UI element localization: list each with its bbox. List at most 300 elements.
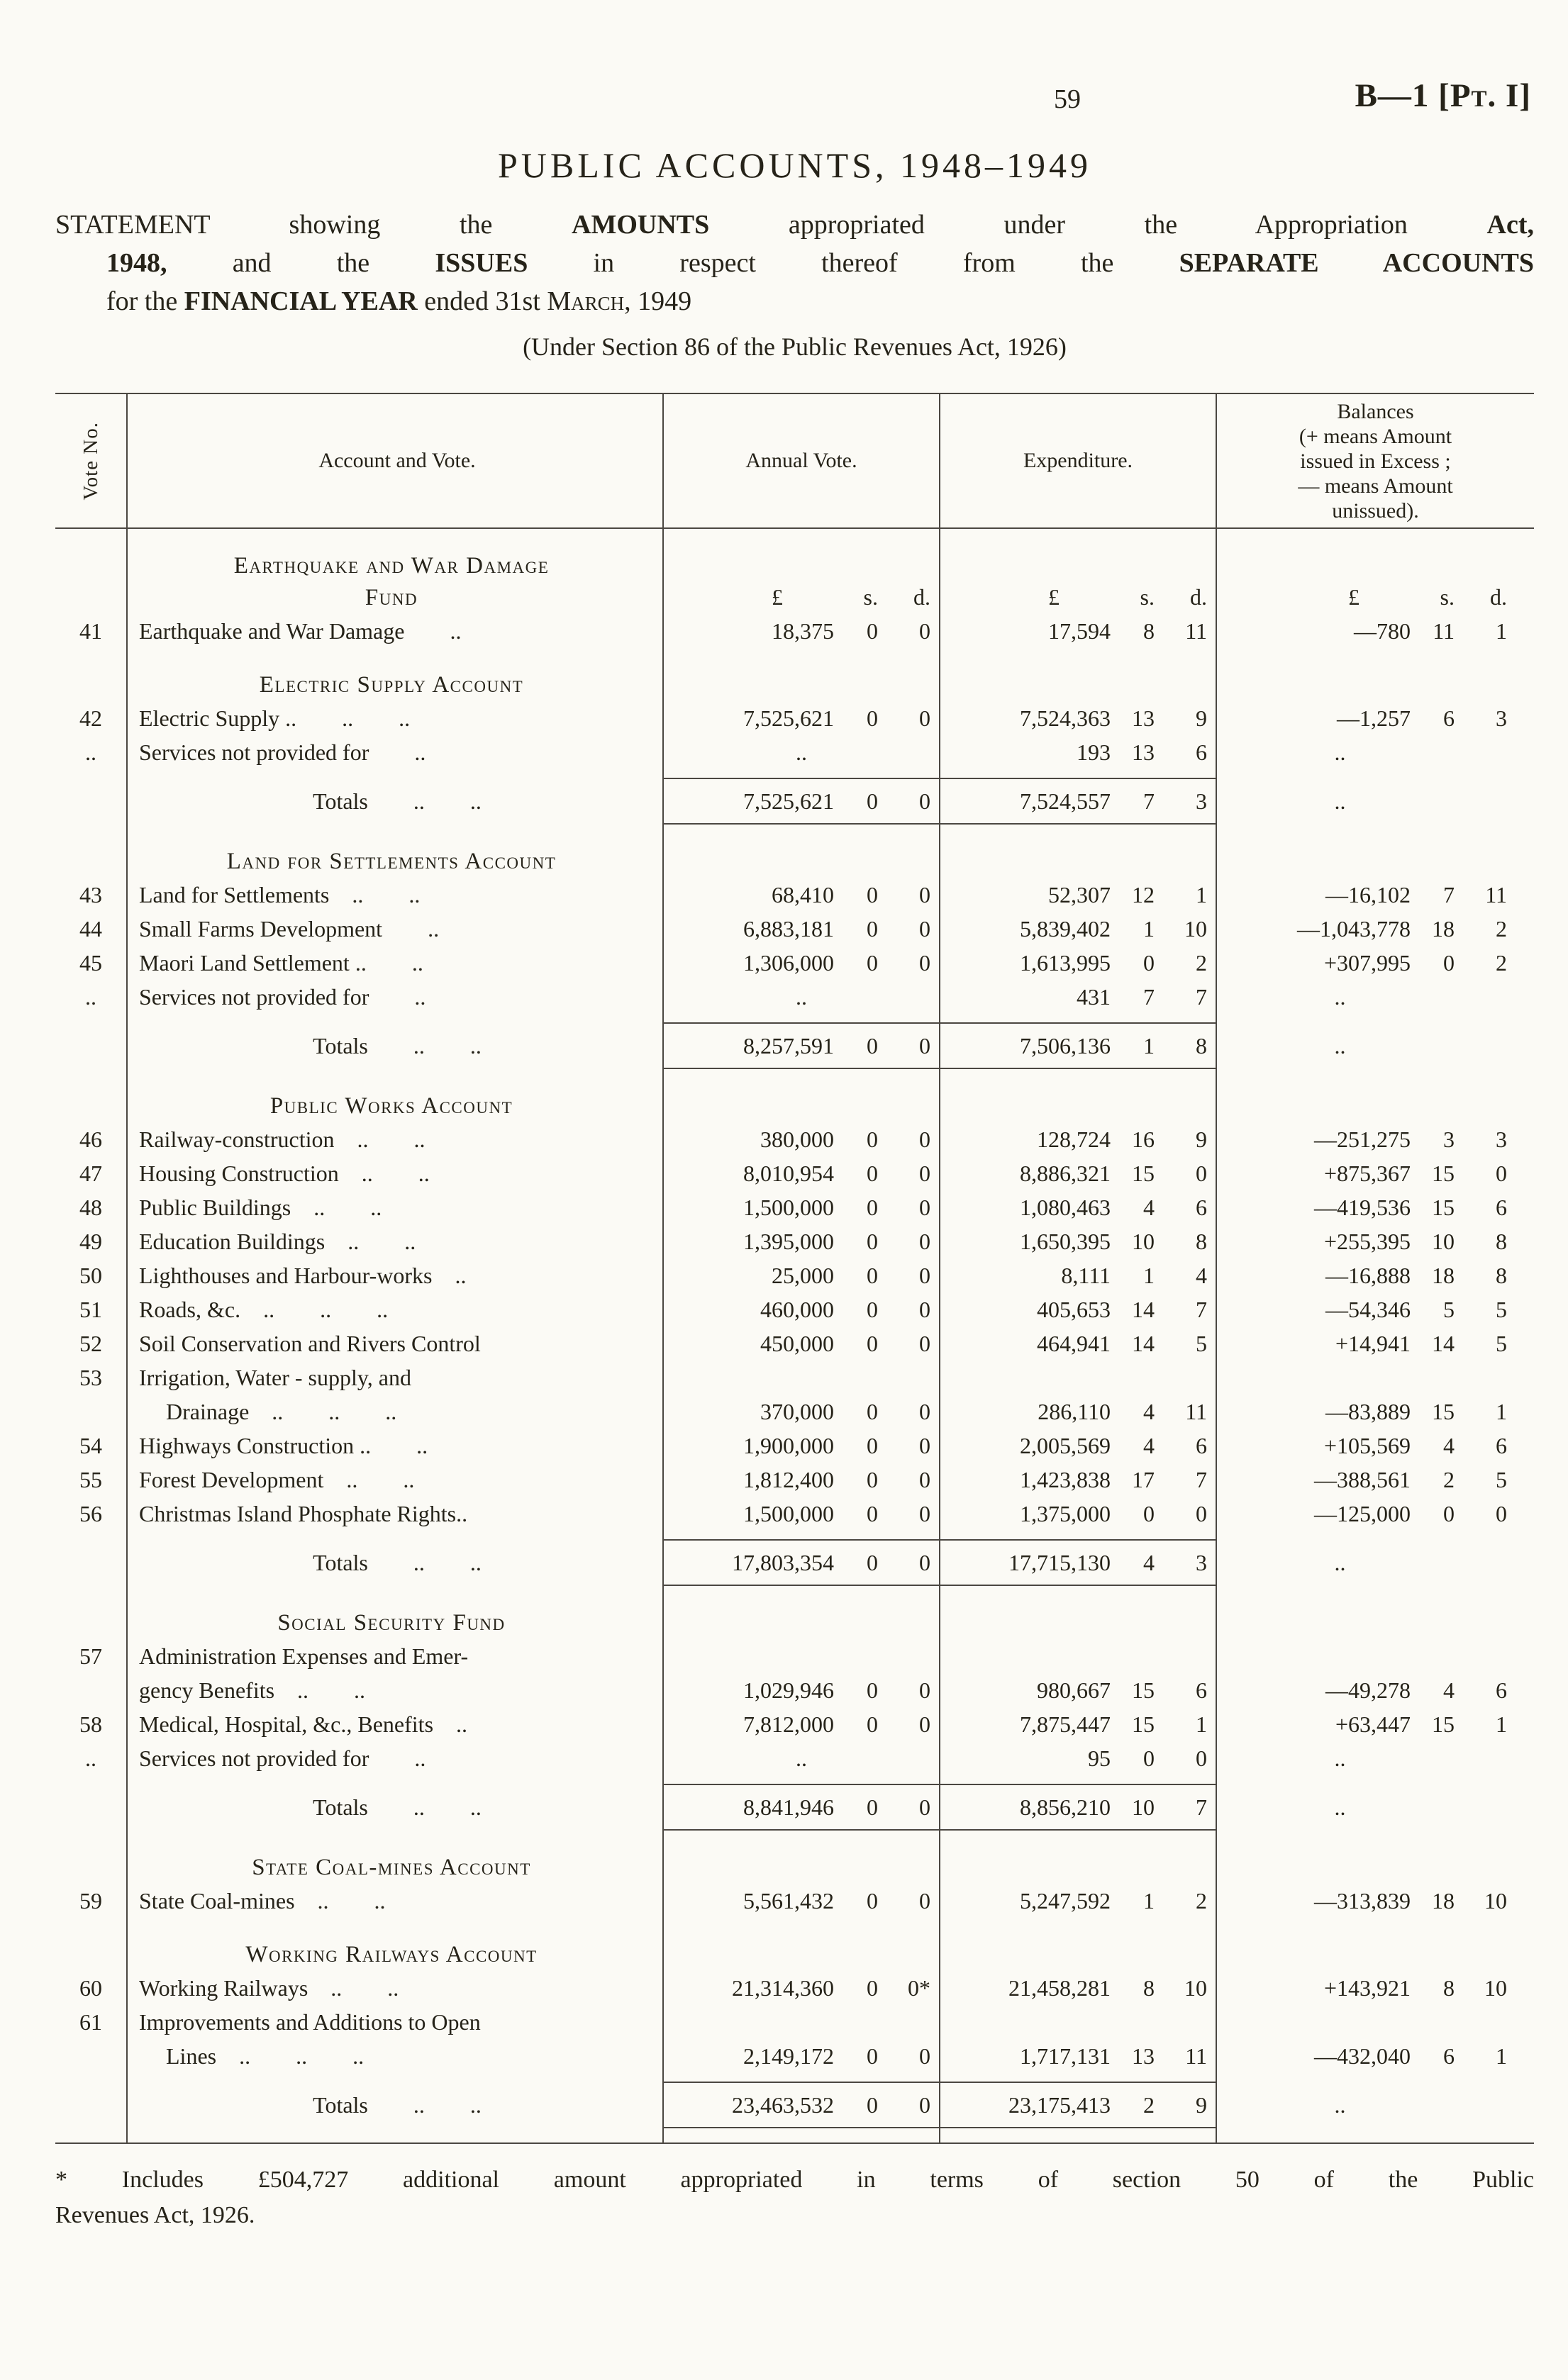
annual-vote-cell bbox=[662, 1586, 939, 1607]
money-part: 0 bbox=[919, 705, 930, 731]
account-cell bbox=[126, 825, 662, 846]
money-part: 0 bbox=[1196, 1501, 1207, 1526]
money-part: 0 bbox=[867, 2043, 878, 2069]
money-part: 17 bbox=[1132, 1467, 1155, 1492]
account-cell bbox=[126, 1884, 662, 1918]
money-part: —1,257 bbox=[1337, 705, 1411, 731]
table-row bbox=[55, 1224, 1534, 1258]
money-part: s. bbox=[1140, 584, 1155, 610]
annual-vote-cell bbox=[662, 1258, 939, 1292]
account-cell bbox=[126, 778, 662, 825]
expenditure-cell bbox=[939, 1852, 1216, 1884]
balance-cell bbox=[1216, 2073, 1534, 2082]
balance-cell bbox=[1216, 1775, 1534, 1784]
text-run: ended 31st bbox=[417, 286, 547, 316]
balances-header-line: issued in Excess ; bbox=[1300, 449, 1451, 473]
money-part: 1,029,946 bbox=[743, 1677, 834, 1703]
money-part: 8 bbox=[1143, 618, 1155, 644]
account-label: Soil Conservation and Rivers Control bbox=[139, 1331, 481, 1356]
money-part: 0 bbox=[919, 1501, 930, 1526]
money-part: 4 bbox=[1143, 1433, 1155, 1458]
vote-cell bbox=[55, 1775, 126, 1784]
money-part: 4 bbox=[1443, 1677, 1455, 1703]
section-title: Earthquake and War Damage bbox=[233, 553, 550, 579]
annual-vote-cell bbox=[662, 1190, 939, 1224]
footnote-line-2: Revenues Act, 1926. bbox=[55, 2202, 255, 2228]
money-part: £ bbox=[1048, 584, 1060, 610]
money-part: 5 bbox=[1496, 1331, 1507, 1356]
money-part: 8 bbox=[1496, 1229, 1507, 1254]
money-part: .. bbox=[1334, 984, 1346, 1010]
money-part: 10 bbox=[1184, 916, 1207, 942]
money-part: 0 bbox=[867, 1433, 878, 1458]
money-part: 8,856,210 bbox=[1020, 1794, 1111, 1820]
money-part: 1 bbox=[1496, 1711, 1507, 1737]
table-row bbox=[55, 701, 1534, 735]
balances-header-line: Balances bbox=[1337, 399, 1414, 423]
account-label: Medical, Hospital, &c., Benefits .. bbox=[139, 1711, 468, 1737]
vote-cell: 51 bbox=[79, 1297, 102, 1322]
money-part: 18 bbox=[1432, 1888, 1455, 1914]
annual-vote-cell bbox=[662, 2005, 939, 2073]
money-part: —49,278 bbox=[1325, 1677, 1411, 1703]
money-part: 0 bbox=[867, 950, 878, 976]
vote-cell bbox=[55, 1939, 126, 1971]
vote-cell: .. bbox=[85, 739, 96, 765]
money-part: +255,395 bbox=[1323, 1229, 1411, 1254]
vote-cell: 56 bbox=[79, 1501, 102, 1526]
money-part: 0 bbox=[1143, 950, 1155, 976]
annual-vote-cell bbox=[662, 1122, 939, 1156]
section-title: State Coal-mines Account bbox=[252, 1855, 531, 1880]
money-part: 8 bbox=[1496, 1263, 1507, 1288]
header-balances bbox=[1216, 394, 1534, 527]
balance-cell bbox=[1216, 1090, 1534, 1122]
account-cell bbox=[126, 980, 662, 1014]
doc-reference: B—1 [Pt. I] bbox=[1355, 77, 1531, 114]
balance-cell bbox=[1216, 1156, 1534, 1190]
money-part: 128,724 bbox=[1037, 1127, 1111, 1152]
money-part: 0 bbox=[919, 2043, 930, 2069]
text-run: STATEMENT showing the bbox=[55, 210, 572, 240]
money-part: 68,410 bbox=[772, 882, 834, 907]
vote-cell: 61 bbox=[79, 2009, 102, 2035]
money-part: 4 bbox=[1143, 1399, 1155, 1424]
balance-cell bbox=[1216, 1831, 1534, 1852]
table-row bbox=[55, 946, 1534, 980]
money-part: 7,812,000 bbox=[743, 1711, 834, 1737]
account-cell bbox=[126, 614, 662, 648]
expenditure-cell bbox=[939, 1497, 1216, 1531]
money-part: +307,995 bbox=[1323, 950, 1411, 976]
footnote-line-1: * Includes £504,727 additional amount appropriated in terms of section 50 of the Public bbox=[55, 2167, 1534, 2193]
money-part: d. bbox=[1490, 584, 1507, 610]
table-row bbox=[55, 2005, 1534, 2073]
money-part: 12 bbox=[1132, 882, 1155, 907]
table-row bbox=[55, 912, 1534, 946]
money-part: 1 bbox=[1143, 1263, 1155, 1288]
money-part: d. bbox=[1190, 584, 1207, 610]
balance-cell bbox=[1216, 1607, 1534, 1639]
money-part: 8 bbox=[1443, 1975, 1455, 2001]
balance-cell bbox=[1216, 614, 1534, 648]
account-cell bbox=[126, 1429, 662, 1463]
money-part: 0 bbox=[867, 1550, 878, 1575]
balance-cell bbox=[1216, 1639, 1534, 1707]
money-part: 1 bbox=[1196, 882, 1207, 907]
annual-vote-cell bbox=[662, 1463, 939, 1497]
money-part: .. bbox=[1334, 788, 1346, 814]
annual-vote-cell bbox=[662, 946, 939, 980]
spacer-row bbox=[55, 1014, 1534, 1022]
account-label: Irrigation, Water - supply, and bbox=[139, 1365, 411, 1390]
vote-cell bbox=[55, 2128, 126, 2142]
money-part: 0 bbox=[867, 1467, 878, 1492]
money-part: 0 bbox=[867, 1888, 878, 1914]
account-label: Highways Construction .. .. bbox=[139, 1433, 428, 1458]
money-part: 21,458,281 bbox=[1008, 1975, 1111, 2001]
money-part: 95 bbox=[1088, 1745, 1111, 1771]
money-part: 6,883,181 bbox=[743, 916, 834, 942]
balance-cell bbox=[1216, 1069, 1534, 1090]
expenditure-cell bbox=[939, 1224, 1216, 1258]
money-part: 4 bbox=[1143, 1195, 1155, 1220]
account-cell bbox=[126, 1639, 662, 1707]
money-part: 1,306,000 bbox=[743, 950, 834, 976]
spacer-row bbox=[55, 2128, 1534, 2142]
account-label: gency Benefits .. .. bbox=[139, 1677, 366, 1703]
money-part: 380,000 bbox=[760, 1127, 834, 1152]
annual-vote-cell bbox=[662, 769, 939, 778]
money-part: 8 bbox=[1196, 1033, 1207, 1058]
money-part: 431 bbox=[1077, 984, 1111, 1010]
vote-cell: 60 bbox=[79, 1975, 102, 2001]
subtitle: (Under Section 86 of the Public Revenues Act, 1926) bbox=[523, 333, 1067, 361]
vote-cell: .. bbox=[85, 1745, 96, 1771]
account-cell bbox=[126, 1741, 662, 1775]
balance-cell bbox=[1216, 648, 1534, 669]
money-part: 14 bbox=[1132, 1297, 1155, 1322]
money-part: 0 bbox=[919, 1467, 930, 1492]
money-part: 4 bbox=[1443, 1433, 1455, 1458]
money-part: 1 bbox=[1143, 1033, 1155, 1058]
account-label: Services not provided for .. bbox=[139, 1745, 426, 1771]
account-cell bbox=[126, 1122, 662, 1156]
spacer-row bbox=[55, 1069, 1534, 1090]
table-row bbox=[55, 735, 1534, 769]
totals-label: Totals .. .. bbox=[313, 1032, 482, 1058]
money-part: 460,000 bbox=[760, 1297, 834, 1322]
money-part: 15 bbox=[1432, 1711, 1455, 1737]
account-label: Education Buildings .. .. bbox=[139, 1229, 416, 1254]
vote-cell: 50 bbox=[79, 1263, 102, 1288]
totals-label: Totals .. .. bbox=[313, 788, 482, 814]
vote-cell bbox=[55, 2073, 126, 2082]
account-cell bbox=[126, 1707, 662, 1741]
section-title: Electric Supply Account bbox=[259, 672, 524, 698]
money-part: 6 bbox=[1196, 1433, 1207, 1458]
vote-cell bbox=[55, 1014, 126, 1022]
balance-cell bbox=[1216, 669, 1534, 701]
table-row bbox=[55, 1326, 1534, 1361]
money-part: 6 bbox=[1196, 1195, 1207, 1220]
expenditure-cell bbox=[939, 769, 1216, 778]
money-part: 1,080,463 bbox=[1020, 1195, 1111, 1220]
table-row bbox=[55, 980, 1534, 1014]
vote-cell bbox=[55, 1852, 126, 1884]
table-header-row bbox=[55, 393, 1534, 529]
account-label: State Coal-mines .. .. bbox=[139, 1888, 386, 1914]
balance-cell bbox=[1216, 1971, 1534, 2005]
annual-vote-cell bbox=[662, 825, 939, 846]
money-part: 1,650,395 bbox=[1020, 1229, 1111, 1254]
money-part: 1,395,000 bbox=[743, 1229, 834, 1254]
money-part: 0 bbox=[919, 950, 930, 976]
expenditure-cell bbox=[939, 1784, 1216, 1831]
annual-vote-cell bbox=[662, 648, 939, 669]
expenditure-cell bbox=[939, 1292, 1216, 1326]
money-part: —54,346 bbox=[1325, 1297, 1411, 1322]
money-part: —780 bbox=[1354, 618, 1411, 644]
account-cell bbox=[126, 1224, 662, 1258]
money-part: 7,524,557 bbox=[1020, 788, 1111, 814]
money-part: +63,447 bbox=[1335, 1711, 1411, 1737]
money-part: 5 bbox=[1496, 1297, 1507, 1322]
money-part: 23,463,532 bbox=[732, 2092, 834, 2118]
vote-cell: 55 bbox=[79, 1467, 102, 1492]
spacer-row bbox=[55, 648, 1534, 669]
balance-cell bbox=[1216, 980, 1534, 1014]
money-part: 11 bbox=[1485, 882, 1507, 907]
vote-cell: 47 bbox=[79, 1161, 102, 1186]
account-cell bbox=[126, 1292, 662, 1326]
money-part: s. bbox=[1440, 584, 1455, 610]
account-cell bbox=[126, 1607, 662, 1639]
expenditure-cell bbox=[939, 980, 1216, 1014]
totals-label: Totals .. .. bbox=[313, 2091, 482, 2118]
money-part: 8 bbox=[1196, 1229, 1207, 1254]
annual-vote-cell bbox=[662, 1361, 939, 1429]
money-part: .. bbox=[1334, 2092, 1346, 2118]
annual-vote-cell bbox=[662, 1884, 939, 1918]
annual-vote-cell bbox=[662, 1069, 939, 1090]
account-label: Services not provided for .. bbox=[139, 739, 426, 765]
money-part: 8 bbox=[1143, 1975, 1155, 2001]
annual-vote-cell bbox=[662, 1707, 939, 1741]
money-part: 2 bbox=[1496, 950, 1507, 976]
text-run: SEPARATE ACCOUNTS bbox=[1179, 248, 1534, 278]
money-part: 9 bbox=[1196, 705, 1207, 731]
money-part: 0 bbox=[867, 1127, 878, 1152]
account-cell bbox=[126, 669, 662, 701]
annual-vote-cell bbox=[662, 2073, 939, 2082]
vote-cell bbox=[55, 1531, 126, 1539]
table-row bbox=[55, 1190, 1534, 1224]
money-part: 0 bbox=[919, 1161, 930, 1186]
totals-label: Totals .. .. bbox=[313, 1794, 482, 1820]
balance-cell bbox=[1216, 769, 1534, 778]
money-part: 10 bbox=[1484, 1888, 1507, 1914]
table-row bbox=[55, 1707, 1534, 1741]
money-part: 7 bbox=[1143, 788, 1155, 814]
money-part: 7 bbox=[1443, 882, 1455, 907]
balance-cell bbox=[1216, 1497, 1534, 1531]
annual-vote-cell bbox=[662, 1939, 939, 1971]
balance-cell bbox=[1216, 550, 1534, 614]
money-part: —16,102 bbox=[1325, 882, 1411, 907]
annual-vote-cell bbox=[662, 1326, 939, 1361]
money-part: 0 bbox=[867, 1711, 878, 1737]
money-part: 17,803,354 bbox=[732, 1550, 834, 1575]
account-cell bbox=[126, 1361, 662, 1429]
money-part: 1 bbox=[1496, 618, 1507, 644]
money-part: 5,247,592 bbox=[1020, 1888, 1111, 1914]
vote-cell: 49 bbox=[79, 1229, 102, 1254]
annual-vote-cell bbox=[662, 778, 939, 825]
annual-vote-cell bbox=[662, 1918, 939, 1939]
account-cell bbox=[126, 2082, 662, 2128]
balances-header-line: (+ means Amount bbox=[1299, 424, 1452, 448]
balance-cell bbox=[1216, 2128, 1534, 2142]
money-part: 1,375,000 bbox=[1020, 1501, 1111, 1526]
money-part: 14 bbox=[1132, 1331, 1155, 1356]
text-run: FINANCIAL YEAR bbox=[184, 286, 418, 316]
vote-cell bbox=[55, 1784, 126, 1831]
account-label: Public Buildings .. .. bbox=[139, 1195, 382, 1220]
money-part: 0 bbox=[867, 1263, 878, 1288]
account-cell bbox=[126, 1463, 662, 1497]
money-part: —125,000 bbox=[1314, 1501, 1411, 1526]
section-heading-row bbox=[55, 1852, 1534, 1884]
account-cell bbox=[126, 769, 662, 778]
balance-cell bbox=[1216, 878, 1534, 912]
statement-line-2 bbox=[55, 244, 1534, 282]
money-part: 464,941 bbox=[1037, 1331, 1111, 1356]
annual-vote-cell bbox=[662, 701, 939, 735]
account-cell bbox=[126, 648, 662, 669]
section-title: Working Railways Account bbox=[245, 1942, 538, 1967]
page-head bbox=[55, 77, 1534, 129]
balance-cell bbox=[1216, 912, 1534, 946]
vote-cell bbox=[55, 1831, 126, 1852]
account-label: Administration Expenses and Emer- bbox=[139, 1643, 469, 1669]
balance-cell bbox=[1216, 1463, 1534, 1497]
vote-cell bbox=[55, 769, 126, 778]
money-part: 6 bbox=[1496, 1195, 1507, 1220]
spacer-row bbox=[55, 1918, 1534, 1939]
money-part: +14,941 bbox=[1335, 1331, 1411, 1356]
vote-cell bbox=[55, 1539, 126, 1586]
money-part: 0 bbox=[1496, 1161, 1507, 1186]
account-cell bbox=[126, 1775, 662, 1784]
annual-vote-cell bbox=[662, 1224, 939, 1258]
money-part: 0 bbox=[867, 1501, 878, 1526]
expenditure-cell bbox=[939, 2005, 1216, 2073]
money-part: 17,715,130 bbox=[1008, 1550, 1111, 1575]
money-part: 1,812,400 bbox=[743, 1467, 834, 1492]
money-part: 0 bbox=[919, 916, 930, 942]
money-part: .. bbox=[796, 984, 807, 1010]
expenditure-cell bbox=[939, 529, 1216, 550]
vote-cell: 45 bbox=[79, 950, 102, 976]
account-label: Electric Supply .. .. .. bbox=[139, 705, 411, 731]
money-part: 1,717,131 bbox=[1020, 2043, 1111, 2069]
account-cell bbox=[126, 2005, 662, 2073]
annual-vote-cell bbox=[662, 735, 939, 769]
money-part: 0 bbox=[919, 1263, 930, 1288]
money-part: 25,000 bbox=[772, 1263, 834, 1288]
expenditure-cell bbox=[939, 1884, 1216, 1918]
account-label: Earthquake and War Damage .. bbox=[139, 618, 462, 644]
accounts-table-body bbox=[55, 529, 1534, 2142]
expenditure-cell bbox=[939, 2082, 1216, 2128]
section-heading-row bbox=[55, 1939, 1534, 1971]
money-part: 0 bbox=[919, 1677, 930, 1703]
expenditure-cell bbox=[939, 2128, 1216, 2142]
balance-cell bbox=[1216, 1258, 1534, 1292]
balance-cell bbox=[1216, 1884, 1534, 1918]
account-label: Lighthouses and Harbour-works .. bbox=[139, 1263, 467, 1288]
annual-vote-cell bbox=[662, 1539, 939, 1586]
account-cell bbox=[126, 846, 662, 878]
expenditure-cell bbox=[939, 614, 1216, 648]
annual-vote-cell bbox=[662, 1090, 939, 1122]
account-cell bbox=[126, 1539, 662, 1586]
money-part: 7,524,363 bbox=[1020, 705, 1111, 731]
table-row bbox=[55, 1156, 1534, 1190]
vote-cell: 58 bbox=[79, 1711, 102, 1737]
text-run: March bbox=[547, 286, 625, 316]
vote-cell bbox=[55, 2082, 126, 2128]
money-part: —419,536 bbox=[1314, 1195, 1411, 1220]
account-cell bbox=[126, 2128, 662, 2142]
text-run: ISSUES bbox=[435, 248, 528, 278]
totals-label: Totals .. .. bbox=[313, 1549, 482, 1575]
money-part: 10 bbox=[1432, 1229, 1455, 1254]
header-vote-no-cell bbox=[55, 394, 126, 527]
expenditure-cell bbox=[939, 1258, 1216, 1292]
annual-vote-cell bbox=[662, 1022, 939, 1069]
balances-header-line: unissued). bbox=[1332, 498, 1419, 523]
annual-vote-cell bbox=[662, 1784, 939, 1831]
account-cell bbox=[126, 1326, 662, 1361]
money-part: 0 bbox=[919, 1550, 930, 1575]
totals-row bbox=[55, 1022, 1534, 1069]
totals-row bbox=[55, 1539, 1534, 1586]
money-part: 17,594 bbox=[1048, 618, 1111, 644]
money-part: 6 bbox=[1443, 2043, 1455, 2069]
money-part: 10 bbox=[1132, 1229, 1155, 1254]
expenditure-cell bbox=[939, 1741, 1216, 1775]
account-cell bbox=[126, 1014, 662, 1022]
page-number: 59 bbox=[1054, 84, 1081, 114]
balance-cell bbox=[1216, 1361, 1534, 1429]
account-cell bbox=[126, 1497, 662, 1531]
expenditure-cell bbox=[939, 946, 1216, 980]
money-part: 3 bbox=[1496, 705, 1507, 731]
money-part: 4 bbox=[1143, 1550, 1155, 1575]
expenditure-cell bbox=[939, 1971, 1216, 2005]
annual-vote-cell bbox=[662, 1741, 939, 1775]
money-part: 6 bbox=[1496, 1677, 1507, 1703]
account-cell bbox=[126, 1852, 662, 1884]
expenditure-cell bbox=[939, 778, 1216, 825]
money-part: 0 bbox=[867, 1033, 878, 1058]
money-part: 0 bbox=[919, 1331, 930, 1356]
annual-vote-cell bbox=[662, 878, 939, 912]
balance-cell bbox=[1216, 1741, 1534, 1775]
vote-cell: 57 bbox=[79, 1643, 102, 1669]
